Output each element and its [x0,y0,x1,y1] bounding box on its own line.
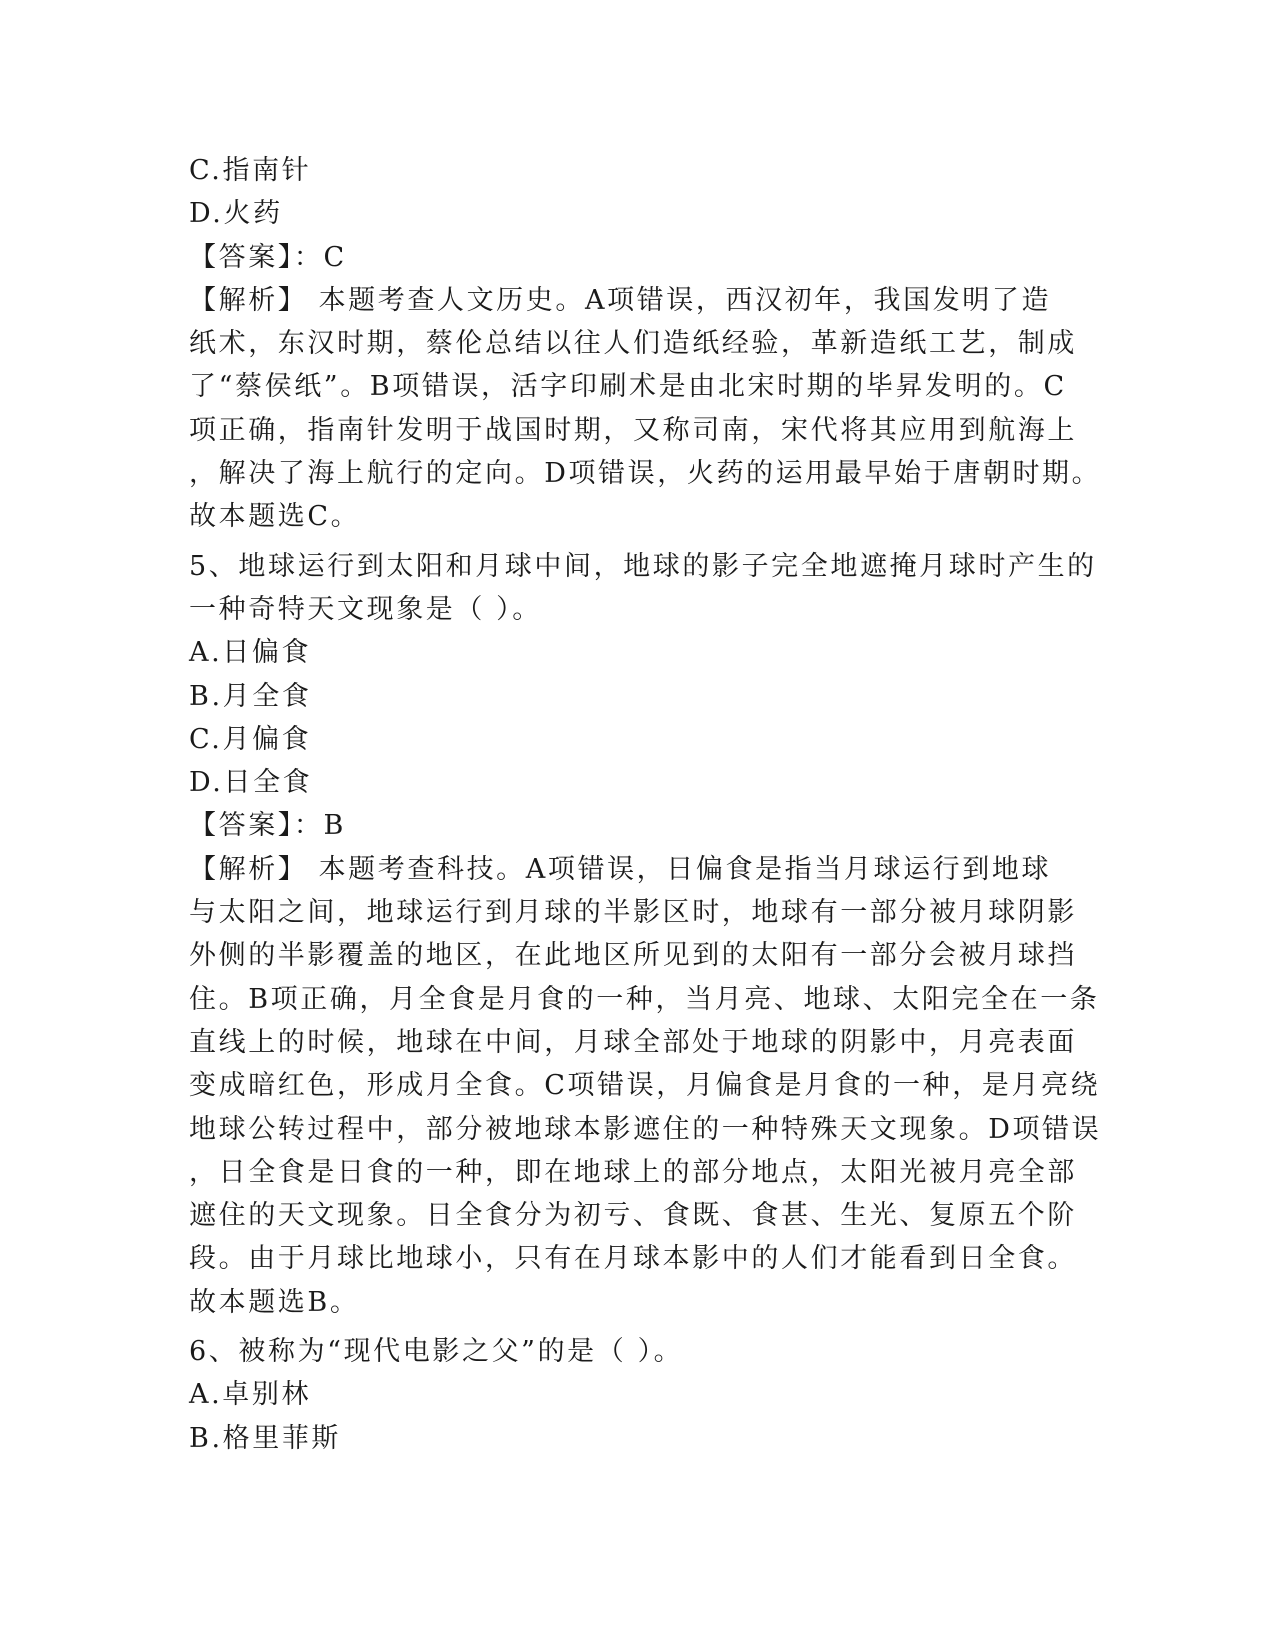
analysis-line: 住。B项正确，月全食是月食的一种，当月亮、地球、太阳完全在一条 [189,983,1100,1015]
analysis-line: 变成暗红色，形成月全食。C项错误，月偏食是月食的一种，是月亮绕 [189,1070,1101,1102]
option-c: C.指南针 [189,155,312,186]
option-c: C.月偏食 [189,723,312,755]
analysis-line: 直线上的时候，地球在中间，月球全部处于地球的阴影中，月亮表面 [189,1026,1077,1058]
option-b: B.格里菲斯 [189,1422,342,1454]
analysis-line: 故本题选B。 [189,1286,360,1318]
analysis-line: 了“蔡侯纸”。B项错误，活字印刷术是由北宋时期的毕昇发明的。C [189,371,1067,403]
analysis-line: 地球公转过程中，部分被地球本影遮住的一种特殊天文现象。D项错误 [189,1113,1102,1145]
answer-line: 【答案】：C [189,241,347,273]
analysis-line: 段。由于月球比地球小，只有在月球本影中的人们才能看到日全食。 [189,1243,1077,1275]
analysis-line: 与太阳之间，地球运行到月球的半影区时，地球有一部分被月球阴影 [189,897,1077,929]
option-a: A.日偏食 [189,637,312,669]
question-5 [189,545,1102,1324]
option-d: D.日全食 [189,767,313,799]
analysis-line: 外侧的半影覆盖的地区，在此地区所见到的太阳有一部分会被月球挡 [189,940,1077,972]
question-stem: 6、被称为“现代电影之父”的是（ ）。 [189,1336,684,1368]
analysis-line: 纸术，东汉时期，蔡伦总结以往人们造纸经验，革新造纸工艺，制成 [189,328,1077,360]
analysis-line: 【解析】 本题考查科技。A项错误，日偏食是指当月球运行到地球 [189,853,1052,885]
option-d: D.火药 [189,198,283,230]
question-6 [189,1330,1089,1460]
analysis-line: 【解析】 本题考查人文历史。A项错误，西汉初年，我国发明了造 [189,284,1052,316]
analysis-line: 故本题选C。 [189,501,361,533]
question-4-tail [189,149,1102,539]
analysis-line: 项正确，指南针发明于战国时期，又称司南，宋代将其应用到航海上 [189,414,1077,446]
question-stem: 一种奇特天文现象是（ ）。 [189,593,542,625]
analysis-line: 遮住的天文现象。日全食分为初亏、食既、食甚、生光、复原五个阶 [189,1200,1077,1232]
document-content [189,149,1102,1460]
question-stem: 5、地球运行到太阳和月球中间，地球的影子完全地遮掩月球时产生的 [189,550,1097,582]
analysis-line: ，日全食是日食的一种，即在地球上的部分地点，太阳光被月亮全部 [189,1156,1077,1188]
option-a: A.卓别林 [189,1379,312,1411]
answer-line: 【答案】：B [189,810,346,842]
option-b: B.月全食 [189,680,312,712]
analysis-line: ，解决了海上航行的定向。D项错误，火药的运用最早始于唐朝时期。 [189,458,1102,490]
